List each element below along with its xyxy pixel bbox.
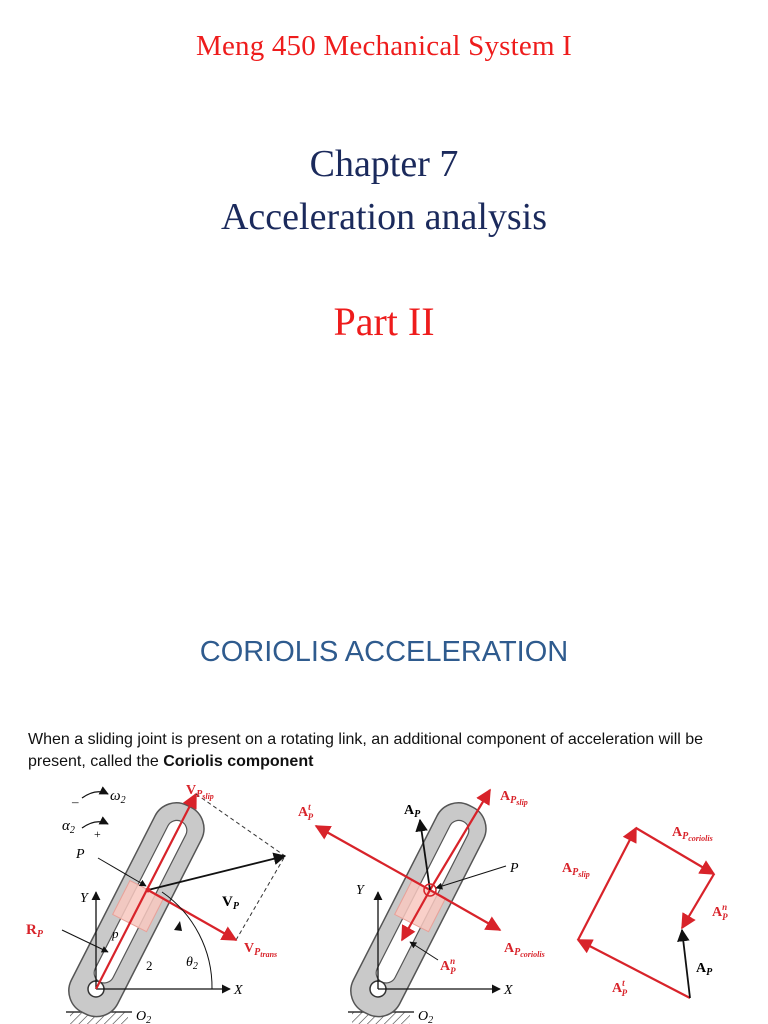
origin-label: $O_2$ — [136, 1009, 152, 1024]
chapter-title: Acceleration analysis — [220, 196, 548, 238]
minus-label: – — [72, 794, 79, 809]
poly-at-label: $A^t$ P — [612, 978, 628, 998]
section-heading: CORIOLIS ACCELERATION — [199, 636, 569, 668]
coriolis-figures — [0, 780, 768, 1024]
omega-arrow — [82, 792, 108, 798]
theta-arc — [162, 892, 212, 989]
figure-velocity — [26, 783, 285, 1024]
poly-slip — [578, 828, 636, 940]
origin-label-2: $O_2$ — [418, 1009, 434, 1024]
intro-text: When a sliding joint is present on a rotating link, an additional component of acceleration will be present, called the — [28, 731, 704, 770]
intro-bold: Coriolis component — [163, 753, 314, 770]
figure-vector-polygon — [562, 825, 728, 998]
x-label: X — [234, 983, 243, 998]
a-tangential-arrow — [316, 826, 430, 890]
poly-coriolis-label: $A_Pcoriolis$ — [672, 825, 713, 843]
poly-at — [578, 940, 690, 998]
part-label: Part II — [333, 299, 435, 344]
figure-acceleration — [298, 789, 545, 1024]
poly-an-label: $A^n$ P — [712, 902, 728, 922]
p-small-label: p — [112, 926, 119, 941]
poly-normal — [682, 874, 714, 928]
chapter-number: Chapter 7 — [309, 143, 459, 185]
omega-label: $\omega_2$ — [110, 788, 126, 806]
x-label-2: X — [504, 983, 513, 998]
at-label: $A^t$ P — [298, 802, 314, 822]
v-trans-label: $V_Ptrans$ — [244, 941, 278, 959]
course-title: Meng 450 Mechanical System I — [195, 30, 573, 62]
dashed-construction — [196, 794, 285, 856]
plus-label: + — [94, 827, 101, 841]
an-label: $A^n$ P — [440, 956, 456, 976]
theta-label: $\theta_2$ — [186, 955, 198, 972]
poly-slip-label: $A_Pslip$ — [562, 861, 590, 879]
p-label-2: P — [510, 861, 519, 876]
intro-paragraph — [28, 729, 748, 773]
poly-ap — [682, 930, 690, 998]
ap-label: $A_P$ — [404, 803, 421, 820]
a-coriolis-label: $A_Pcoriolis$ — [504, 941, 545, 959]
v-slip-label: $V_Pslip$ — [186, 783, 214, 801]
a-slip-label: $A_Pslip$ — [500, 789, 528, 807]
two-label: 2 — [146, 958, 153, 973]
vp-label: $V_P$ — [222, 894, 239, 912]
alpha-label: $\alpha_2$ — [62, 818, 75, 836]
rp-label: $R_P$ — [26, 922, 43, 940]
y-label-2: Y — [356, 883, 364, 898]
y-label: Y — [80, 891, 88, 906]
p-label: P — [76, 847, 85, 862]
poly-ap-label: $A_P$ — [696, 961, 713, 978]
